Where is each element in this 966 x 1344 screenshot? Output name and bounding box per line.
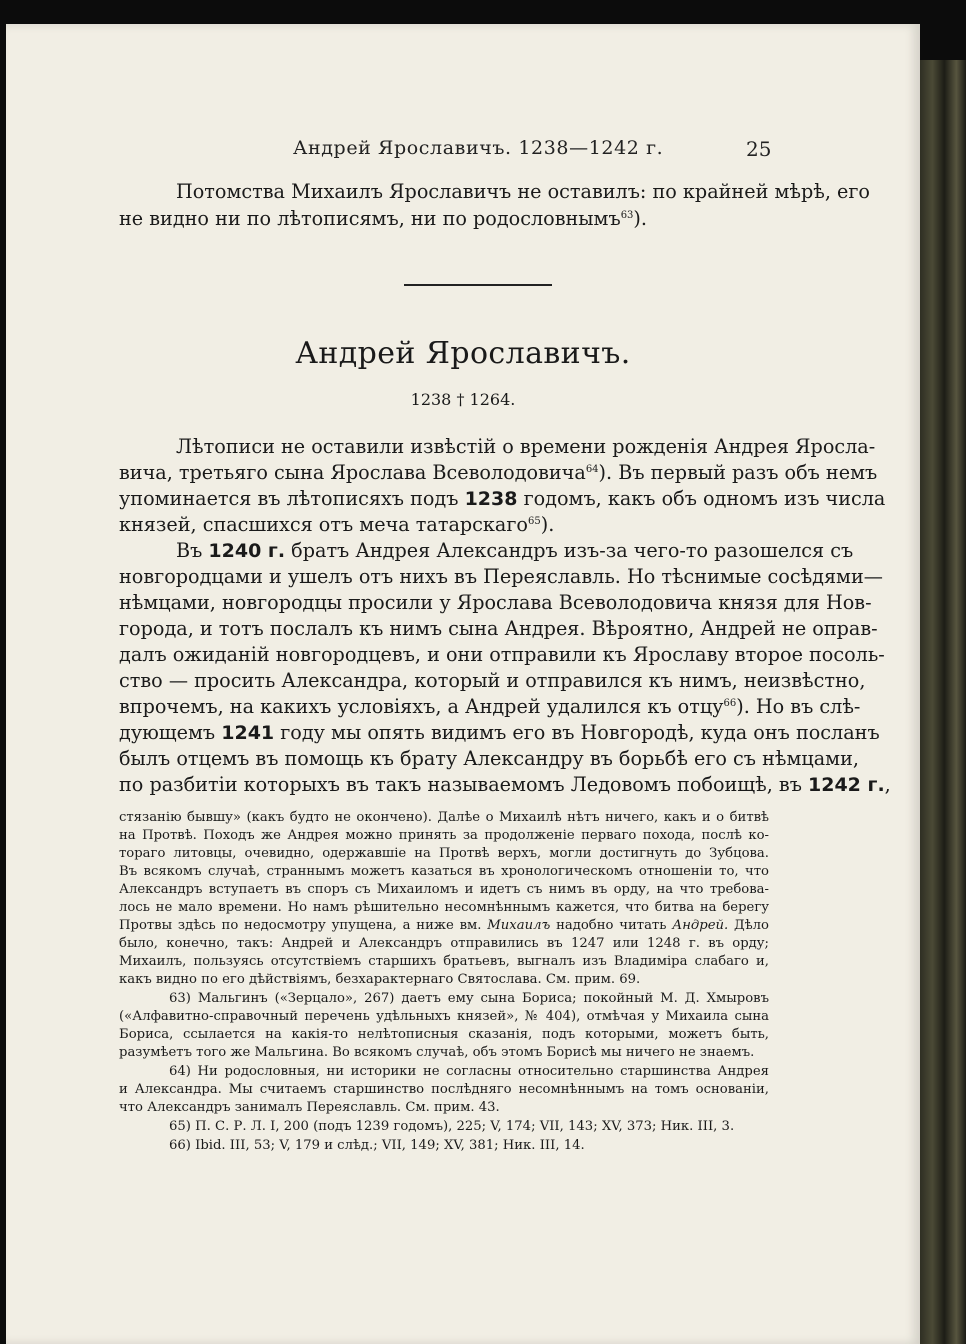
footnote-63: разумѣетъ того же Мальгина. Во всякомъ случаѣ, объ этомъ Борисѣ мы ничего не знаемъ. (119, 1045, 755, 1060)
running-header: Андрей Ярославичъ. 1238—1242 г. (293, 137, 664, 159)
footnote-ref-64[interactable]: 64 (585, 464, 599, 475)
intro-line-2: не видно ни по лѣтописямъ, ни по родословнымъ$^{63}$). (119, 207, 648, 230)
para2-line: впрочемъ, на какихъ условіяхъ, а Андрей удалился къ отцу$^{66}$). Но въ слѣ- (119, 695, 861, 718)
footnote-line: тораго литовцы, очевидно, одержавшіе на Протвѣ верхъ, могли достигнуть до Зубцова. (119, 846, 769, 861)
para1-line: князей, спасшихся отъ меча татарскаго$^{65}$). (119, 513, 555, 536)
footnote-63: («Алфавитно-справочный перечень удѣльныхъ князей», № 404), отмѣчая у Михаила сына (119, 1009, 769, 1024)
intro-line-1: Потомства Михаилъ Ярославичъ не оставилъ: по крайней мѣрѣ, его (176, 180, 870, 203)
footnote-line: на Протвѣ. Походъ же Андрея можно принять за продолженіе перваго похода, послѣ ко- (119, 828, 769, 843)
footnote-line: стязанію бывшу» (какъ будто не окончено). Далѣе о Михаилѣ нѣтъ ничего, какъ и о битвѣ (119, 810, 769, 825)
footnote-66: 66) Ibid. III, 53; V, 179 и слѣд.; VII, 149; XV, 381; Ник. III, 14. (169, 1138, 585, 1153)
footnote-line: было, конечно, такъ: Андрей и Александръ отправились въ 1247 или 1248 г. въ орду; (119, 936, 769, 951)
footnote-line: лось не мало времени. Но намъ рѣшительно несомнѣннымъ кажется, что битва на берегу (119, 900, 769, 915)
section-divider (404, 284, 552, 286)
para2-line: былъ отцемъ въ помощь къ брату Александру въ борьбѣ его съ нѣмцами, (119, 747, 859, 770)
footnote-ref-63[interactable]: 63 (620, 210, 634, 221)
year-1242: 1242 г. (808, 774, 885, 796)
footnote-line: Михаилъ, пользуясь отсутствіемъ старшихъ братьевъ, выгналъ изъ Владиміра слабаго и, (119, 954, 769, 969)
para2-line: ство — просить Александра, который и отправился къ нимъ, неизвѣстно, (119, 669, 866, 692)
para2-line: нѣмцами, новгородцы просили у Ярослава Всеволодовича князя для Нов- (119, 591, 872, 614)
para2-line: города, и тотъ послалъ къ нимъ сына Андрея. Вѣроятно, Андрей не оправ- (119, 617, 878, 640)
footnote-line: какъ видно по его дѣйствіямъ, безхарактернаго Святослава. См. прим. 69. (119, 972, 641, 987)
footnote-65: 65) П. С. Р. Л. I, 200 (подъ 1239 годомъ), 225; V, 174; VII, 143; XV, 373; Ник. III, 3. (169, 1119, 735, 1134)
para1-line: упоминается въ лѣтописяхъ подъ 1238 годомъ, какъ объ одномъ изъ числа (119, 487, 886, 510)
book-page (6, 24, 920, 1344)
footnote-ref-65[interactable]: 65 (527, 516, 541, 527)
para2-line: Въ 1240 г. братъ Андрея Александръ изъ-за чего-то разошелся съ (176, 539, 854, 562)
chapter-dates: 1238 † 1264. (410, 390, 516, 409)
year-1241: 1241 (221, 722, 275, 744)
year-1238: 1238 (464, 488, 518, 510)
para2-line: по разбитіи которыхъ въ такъ называемомъ Ледовомъ побоищѣ, въ 1242 г., (119, 773, 891, 796)
para2-line: дующемъ 1241 году мы опять видимъ его въ Новгородѣ, куда онъ посланъ (119, 721, 880, 744)
para2-line: далъ ожиданій новгородцевъ, и они отправили къ Ярославу второе посоль- (119, 643, 885, 666)
footnote-64: и Александра. Мы считаемъ старшинство послѣдняго несомнѣннымъ на томъ основаніи, (119, 1082, 769, 1097)
footnote-63: 63) Мальгинъ («Зерцало», 267) даетъ ему сына Бориса; покойный М. Д. Хмыровъ (169, 991, 769, 1006)
year-1240: 1240 г. (208, 540, 286, 562)
footnote-line: Александръ вступаетъ въ споръ съ Михаиломъ и идетъ съ нимъ въ орду, на что требова- (119, 882, 769, 897)
footnote-line: Въ всякомъ случаѣ, страннымъ можетъ казаться въ хронологическомъ отношеніи то, что (119, 864, 769, 879)
footnote-ref-66[interactable]: 66 (723, 698, 737, 709)
para1-line: вича, третьяго сына Ярослава Всеволодовича$^{64}$). Въ первый разъ объ немъ (119, 461, 878, 484)
chapter-title: Андрей Ярославичъ. (295, 336, 631, 371)
footnote-line: Протвы здѣсь по недосмотру упущена, а ниже вм. Михаилъ надобно читать Андрей. Дѣло (119, 918, 769, 933)
footnote-63: Бориса, ссылается на какія-то нелѣтописныя сказанія, подъ которыми, можетъ быть, (119, 1027, 769, 1042)
footnote-64: что Александръ занималъ Переяславль. См. прим. 43. (119, 1100, 500, 1115)
page-number: 25 (746, 137, 772, 161)
para1-line: Лѣтописи не оставили извѣстій о времени рожденія Андрея Яросла- (176, 435, 876, 458)
para2-line: новгородцами и ушелъ отъ нихъ въ Переяславль. Но тѣснимые сосѣдями— (119, 565, 883, 588)
footnote-64: 64) Ни родословныя, ни историки не согласны относительно старшинства Андрея (169, 1064, 769, 1079)
book-spine-edge (918, 60, 966, 1344)
